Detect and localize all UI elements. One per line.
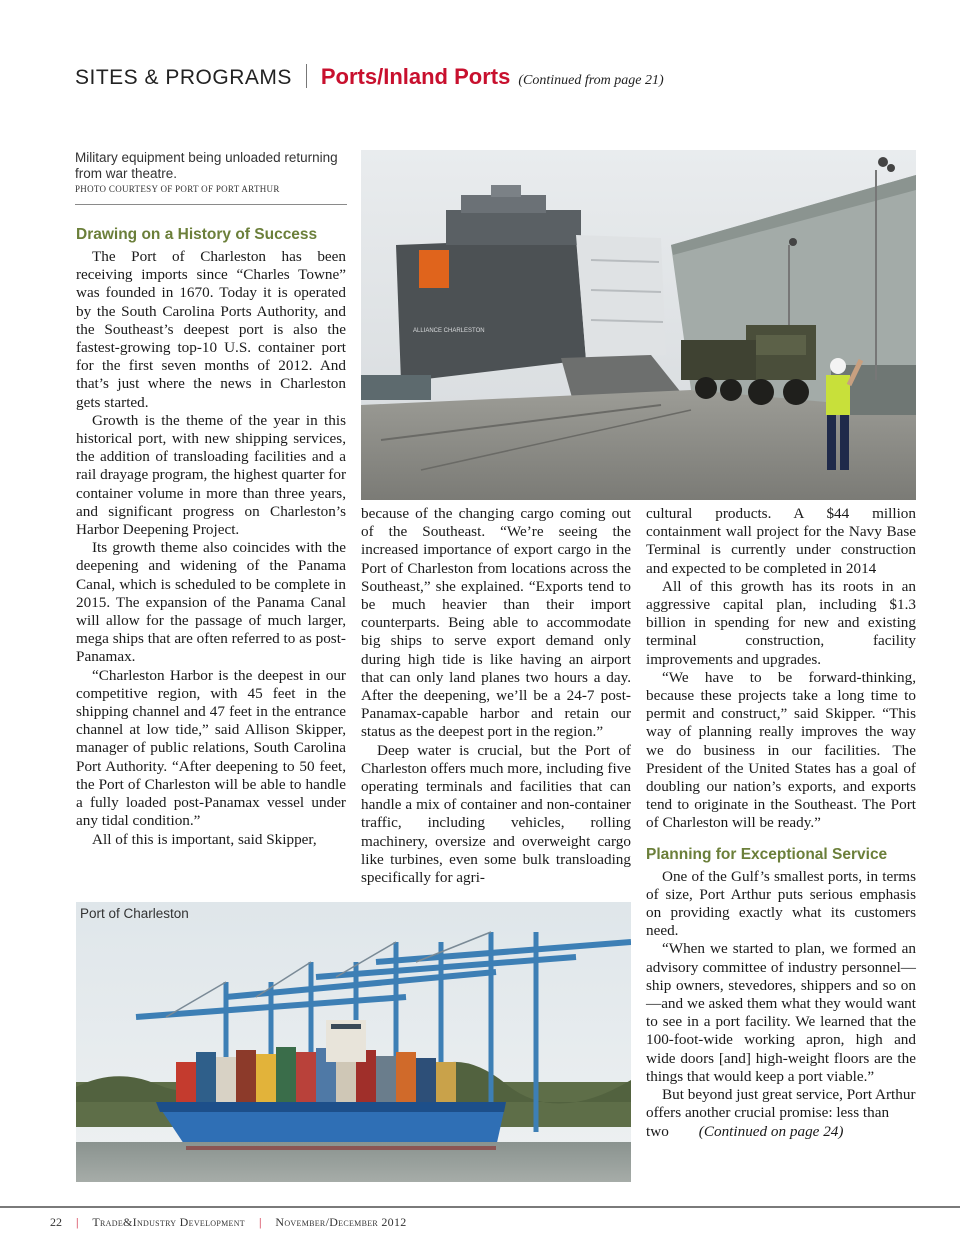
header-divider <box>306 64 307 88</box>
port-of-charleston-photo <box>76 902 631 1182</box>
paragraph: All of this is important, said Skipper, <box>92 830 317 848</box>
article-column-3 <box>646 505 916 1141</box>
section-title: SITES & PROGRAMS <box>75 66 292 89</box>
footer-rule <box>0 1206 960 1208</box>
caption-rule <box>75 204 347 205</box>
footer-divider: | <box>76 1215 79 1229</box>
subhead-history: Drawing on a History of Success <box>76 226 318 243</box>
photo1-caption: Military equipment being unloaded returning from war theatre. <box>75 150 338 181</box>
paragraph: cultural products. A $44 million containment wall project for the Navy Base Terminal is currently under construction and expected to be completed in 2014 <box>646 505 916 577</box>
photo1-credit: PHOTO COURTESY OF PORT OF PORT ARTHUR <box>75 184 280 194</box>
paragraph: because of the changing cargo coming out of the Southeast. “We’re seeing the increased importance of export cargo in the Port of Charleston from locations across the Southeast,” she explained. “Exports tend to be much heavier than their import counterparts. Being able to accommodate big ships to serve export demand only during high tide is like having an airport that can only land planes two hours a day. After the deepening, we’ll be a 24-7 post-Panamax-capable harbor and retain our status as the deepest port in the region.” <box>361 505 631 741</box>
last-paragraph-text: But beyond just great service, Port Arthur offers another crucial promise: less than two <box>646 1086 916 1140</box>
paragraph: One of the Gulf’s smallest ports, in terms of size, Port Arthur puts serious emphasis on providing exactly what its customers need. <box>646 867 916 940</box>
paragraph: “Charleston Harbor is the deepest in our competitive region, with 45 feet in the shipping channel and 47 feet in the entrance channel at low tide,” said Allison Skipper, manager of public relations, South Carolina Port Authority. “After deepening to 50 feet, the Port of Charleston will be able to handle a fully loaded post-Panamax vessel under any tidal condition.” <box>76 666 346 830</box>
paragraph: “When we started to plan, we formed an advisory committee of industry personnel—ship owners, stevedores, shippers and so on—and we asked them what they would want to see in a port facility. We learned that the 100-foot-wide working apron, high and wide doors [and] high-weight floors are the things that would keep a port viable.” <box>646 940 916 1085</box>
paragraph: Deep water is crucial, but the Port of Charleston offers much more, including five operating terminals and facilities that can handle a mix of container and non-container traffic, including vehicles, rolling machinery, oversize and overweight cargo like turbines, even some bulk transloading specifically for agri- <box>361 741 631 887</box>
paragraph: Its growth theme also coincides with the deepening and widening of the Panama Canal, which is scheduled to be complete in 2015. The expansion of the Panama Canal will allow for the passage of much larger, mega ships that are often referred to as post-Panamax. <box>76 539 346 666</box>
page-number: 22 <box>50 1215 62 1229</box>
article-column-2 <box>361 505 631 887</box>
page-header <box>75 60 664 94</box>
continued-on-note: (Continued on page 24) <box>698 1122 844 1140</box>
continued-from-note: (Continued from page 21) <box>518 73 664 88</box>
issue-date: November/December 2012 <box>275 1215 407 1229</box>
charleston-photo-label: Port of Charleston <box>80 906 189 921</box>
paragraph: “We have to be forward-thinking, because these projects take a long time to permit and construct,” said Skipper. “This way of planning really improves the way we do business in our facilities. The President of the United States has a goal of doubling our nation’s exports, and exports tend to originate in the Southeast. The Port of Charleston will be ready.” <box>646 668 916 832</box>
topic-title: Ports/Inland Ports <box>320 64 511 89</box>
ship-name-text: ALLIANCE CHARLESTON <box>413 328 485 334</box>
paragraph: Growth is the theme of the year in this historical port, with new shipping services, the addition of transloading facilities and a rail drayage program, the highest quarter for container volume in more than three years, and significant progress on Charleston’s Harbor Deepening Project. <box>76 411 346 539</box>
military-unloading-photo <box>361 150 916 500</box>
magazine-name: Trade&Industry Development <box>92 1215 245 1229</box>
footer-divider: | <box>258 1215 262 1229</box>
article-column-1 <box>76 225 346 849</box>
paragraph: All of this growth has its roots in an aggressive capital plan, including $1.3 billion in spending for new and existing terminal construction, facility improvements and upgrades. <box>646 577 916 668</box>
subhead-service: Planning for Exceptional Service <box>646 845 888 863</box>
paragraph-last <box>646 1086 916 1141</box>
paragraph: The Port of Charleston has been receiving imports since “Charles Towne” was founded in 1670. Today it is operated by the South Carolina Ports Authority, and the Southeast’s deepest port is also the fastest-growing top-10 U.S. container port for the first seven months of 2012. And that’s just where the news in Charleston gets started. <box>76 248 346 411</box>
photo1-caption-block <box>75 150 347 205</box>
page-footer <box>50 1215 407 1230</box>
